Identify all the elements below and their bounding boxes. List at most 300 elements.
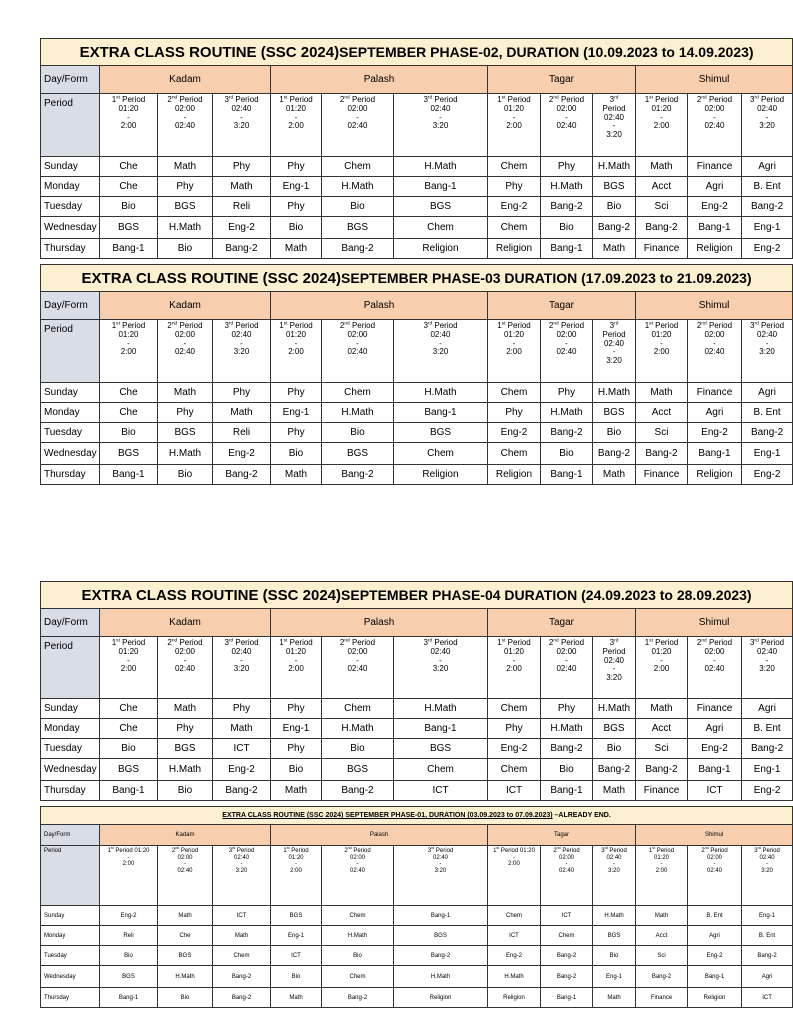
subject-cell: Finance (636, 239, 688, 259)
subject-cell: BGS (593, 177, 636, 197)
period-time: 02:40 - 3:20 (430, 103, 451, 131)
table-row (41, 946, 793, 966)
subject-cell: Religion (688, 465, 742, 485)
period-ordinal: 2 (339, 95, 345, 104)
subject-cell: ICT (541, 906, 593, 926)
subject-cell: Phy (271, 157, 322, 177)
period-word: Period (177, 95, 203, 104)
subject-cell: H.Math (541, 177, 593, 197)
subject-cell: Phy (213, 383, 271, 403)
group-header-kadam: Kadam (100, 66, 271, 94)
subject-cell: Bang-2 (322, 988, 394, 1008)
day-label: Tuesday (41, 739, 100, 759)
subject-cell: Chem (541, 926, 593, 946)
subject-cell: Che (100, 719, 158, 739)
period-time: 02:40 - 3:20 (759, 854, 775, 874)
period-ordinal: 1 (644, 638, 650, 647)
period-header (322, 320, 394, 383)
subject-cell: H.Math (593, 157, 636, 177)
subject-cell: H.Math (322, 926, 394, 946)
subject-cell: Che (100, 403, 158, 423)
table-row (41, 988, 793, 1008)
title-main: EXTRA CLASS ROUTINE (SSC 2024) (79, 43, 340, 61)
period-header (213, 846, 271, 906)
period-word: Period (505, 95, 531, 104)
period-ordinal-suffix: st (649, 95, 653, 101)
subject-cell: Chem (394, 443, 488, 465)
group-header-tagar: Tagar (488, 66, 636, 94)
period-time: 02:00 - 02:40 (174, 646, 196, 674)
period-time: 01:20 - 2:00 (653, 854, 669, 874)
subject-cell: BGS (593, 926, 636, 946)
subject-cell: Agri (742, 699, 793, 719)
subject-cell: Agri (688, 926, 742, 946)
subject-cell: Bang-1 (541, 781, 593, 801)
period-header (636, 846, 688, 906)
period-word: Period (607, 848, 627, 854)
period-word: Period (505, 638, 531, 647)
period-time: 02:00 - 02:40 (349, 854, 365, 874)
subject-cell: BGS (394, 926, 488, 946)
title-main: EXTRA CLASS ROUTINE (SSC 2024) (81, 269, 342, 287)
period-ordinal-suffix: rd (228, 321, 234, 327)
subject-cell: Eng-2 (488, 946, 541, 966)
table-row (41, 906, 793, 926)
period-ordinal-suffix: rd (427, 95, 433, 101)
period-ordinal-suffix: nd (344, 638, 350, 644)
day-label: Tuesday (41, 197, 100, 217)
period-ordinal-suffix: nd (553, 321, 559, 327)
group-header-kadam: Kadam (100, 825, 271, 846)
subject-cell: Eng-2 (688, 946, 742, 966)
subject-cell: BGS (158, 197, 213, 217)
period-ordinal: 1 (497, 638, 502, 647)
period-ordinal-suffix: st (501, 638, 506, 644)
subject-cell: Eng-2 (688, 197, 742, 217)
period-ordinal-suffix: nd (175, 846, 180, 850)
period-ordinal-suffix: nd (171, 95, 178, 101)
subject-cell: Agri (688, 177, 742, 197)
subject-cell: B. Ent (742, 177, 793, 197)
period-time: 01:20 - 2:00 (285, 646, 307, 674)
subject-cell: Phy (271, 699, 322, 719)
title-main: EXTRA CLASS ROUTINE (SSC 2024) (222, 812, 344, 819)
period-header (541, 846, 593, 906)
period-ordinal-suffix: st (110, 846, 114, 850)
subject-cell: Che (100, 699, 158, 719)
table-row (41, 423, 793, 443)
dayform-header: Day/Form (41, 66, 100, 94)
subject-cell: Bang-2 (593, 217, 636, 239)
period-word: Period (349, 638, 376, 647)
period-ordinal: 3 (423, 638, 428, 647)
subject-cell: BGS (158, 946, 213, 966)
period-ordinal-suffix: nd (171, 638, 178, 644)
period-time: 02:40 - 3:20 (757, 646, 778, 674)
period-header (158, 94, 213, 157)
period-time: 01:20 - 2:00 (118, 646, 139, 674)
period-header (394, 94, 488, 157)
period-label: Period (41, 637, 100, 699)
subject-cell: Bang-2 (213, 465, 271, 485)
subject-cell: Bang-2 (636, 217, 688, 239)
subject-cell: B. Ent (742, 403, 793, 423)
period-time: 02:00 - 02:40 (706, 854, 722, 874)
period-ordinal-suffix: nd (701, 95, 707, 101)
subject-cell: Acct (636, 403, 688, 423)
subject-cell: H.Math (541, 403, 593, 423)
period-word: Period (558, 321, 585, 330)
period-ordinal-suffix: nd (556, 846, 561, 850)
subject-cell: H.Math (593, 699, 636, 719)
period-word: Period (758, 321, 785, 330)
subject-cell: Eng-2 (213, 759, 271, 781)
table-row (41, 383, 793, 403)
subject-cell: Bang-1 (541, 988, 593, 1008)
period-word: Period (760, 848, 780, 854)
period-ordinal: 1 (279, 95, 284, 104)
period-time: 02:40 - 3:20 (430, 329, 451, 357)
period-ordinal: 2 (344, 848, 348, 854)
table-row (41, 926, 793, 946)
title-phase: SEPTEMBER PHASE-02, DURATION (10.09.2023 to 14.09.2023) (339, 43, 754, 60)
day-label: Thursday (41, 781, 100, 801)
period-word: Period (602, 646, 626, 656)
period-word: Period (505, 321, 531, 330)
period-ordinal: 2 (696, 95, 702, 104)
subject-cell: Math (158, 157, 213, 177)
subject-cell: H.Math (158, 217, 213, 239)
period-header (158, 846, 213, 906)
period-header (271, 320, 322, 383)
table-row (41, 719, 793, 739)
period-ordinal-suffix: st (649, 638, 653, 644)
period-ordinal-suffix: nd (344, 321, 350, 327)
period-ordinal-suffix: st (283, 321, 288, 327)
period-header (488, 94, 541, 157)
subject-cell: Chem (488, 443, 541, 465)
routine-table (40, 806, 793, 1008)
subject-cell: H.Math (158, 966, 213, 988)
subject-cell: Eng-1 (742, 906, 793, 926)
period-ordinal: 3 (601, 848, 605, 854)
subject-cell: Religion (394, 465, 488, 485)
subject-cell: Bang-2 (394, 946, 488, 966)
table-row (41, 966, 793, 988)
subject-cell: Eng-2 (688, 423, 742, 443)
subject-cell: BGS (100, 217, 158, 239)
subject-cell: Bio (593, 423, 636, 443)
period-ordinal-suffix: rd (754, 321, 759, 327)
subject-cell: Bang-2 (213, 239, 271, 259)
period-ordinal: 1 (107, 848, 111, 854)
period-header (213, 637, 271, 699)
period-time: 01:20 - 2:00 (118, 103, 139, 131)
period-word: Period (233, 95, 259, 104)
subject-cell: H.Math (394, 157, 488, 177)
subject-cell: H.Math (158, 759, 213, 781)
period-header (322, 637, 394, 699)
subject-cell: Eng-1 (742, 217, 793, 239)
day-label: Wednesday (41, 759, 100, 781)
group-header-palash: Palash (271, 609, 488, 637)
group-header-shimul: Shimul (636, 825, 793, 846)
period-word: Period (652, 95, 679, 104)
subject-cell: BGS (322, 759, 394, 781)
table-row (41, 443, 793, 465)
group-header-shimul: Shimul (636, 292, 793, 320)
subject-cell: Phy (213, 699, 271, 719)
routine-table-phase-01 (40, 806, 780, 1008)
period-ordinal: 3 (423, 95, 428, 104)
subject-cell: Che (100, 177, 158, 197)
subject-cell: Phy (271, 197, 322, 217)
subject-cell: Bio (593, 197, 636, 217)
subject-cell: Bang-2 (742, 739, 793, 759)
period-header (100, 637, 158, 699)
subject-cell: H.Math (394, 383, 488, 403)
subject-cell: BGS (158, 739, 213, 759)
period-header (688, 846, 742, 906)
period-time: 02:00 - 02:40 (347, 103, 368, 131)
subject-cell: Eng-1 (271, 926, 322, 946)
subject-cell: Acct (636, 719, 688, 739)
period-header (100, 846, 158, 906)
period-time: 01:20 - 2:00 (503, 103, 525, 131)
subject-cell: Bang-1 (100, 465, 158, 485)
period-header (688, 320, 742, 383)
group-header-kadam: Kadam (100, 609, 271, 637)
table-title (41, 582, 793, 609)
subject-cell: Eng-1 (593, 966, 636, 988)
period-header (158, 637, 213, 699)
period-ordinal: 3 (224, 638, 229, 647)
period-ordinal: 3 (750, 638, 755, 647)
group-header-palash: Palash (271, 292, 488, 320)
period-ordinal: 1 (497, 321, 502, 330)
day-label: Wednesday (41, 966, 100, 988)
subject-cell: Math (593, 239, 636, 259)
subject-cell: Bang-2 (636, 759, 688, 781)
subject-cell: Bio (100, 946, 158, 966)
subject-cell: Math (213, 177, 271, 197)
subject-cell: H.Math (394, 699, 488, 719)
subject-cell: Bang-1 (100, 988, 158, 1008)
period-time: 02:40 - 3:20 (606, 854, 622, 874)
subject-cell: Bang-1 (394, 906, 488, 926)
subject-cell: Bang-1 (688, 759, 742, 781)
subject-cell: Religion (394, 239, 488, 259)
period-word: Period (349, 95, 376, 104)
period-header (394, 637, 488, 699)
period-word: Period (235, 848, 255, 854)
period-ordinal: 2 (701, 848, 705, 854)
period-ordinal-suffix: nd (701, 321, 707, 327)
period-ordinal-suffix: rd (604, 846, 608, 850)
subject-cell: Phy (271, 383, 322, 403)
period-ordinal-suffix: nd (701, 638, 707, 644)
period-header (636, 320, 688, 383)
period-ordinal: 2 (548, 95, 554, 104)
subject-cell: Chem (322, 383, 394, 403)
subject-cell: Bang-2 (213, 781, 271, 801)
period-ordinal-suffix: st (283, 95, 288, 101)
period-header (688, 637, 742, 699)
subject-cell: Math (158, 383, 213, 403)
period-time: 02:00 - 02:40 (556, 646, 577, 674)
period-ordinal: 3 (224, 321, 229, 330)
period-time: 01:20 - 2:00 (285, 329, 307, 357)
subject-cell: Agri (742, 383, 793, 403)
subject-cell: Bang-2 (742, 946, 793, 966)
table-row (41, 177, 793, 197)
subject-cell: Bio (593, 739, 636, 759)
period-header (593, 320, 636, 383)
subject-cell: Bang-1 (394, 403, 488, 423)
period-word: Period (233, 321, 259, 330)
subject-cell: Chem (488, 157, 541, 177)
subject-cell: Reli (100, 926, 158, 946)
period-word: Period (602, 329, 626, 339)
period-ordinal: 1 (111, 638, 117, 647)
period-time: 01:20 - 2:00 (285, 103, 307, 131)
subject-cell: Religion (688, 239, 742, 259)
period-word: Period (655, 848, 675, 854)
subject-cell: BGS (322, 217, 394, 239)
subject-cell: Math (636, 157, 688, 177)
period-ordinal: 1 (644, 321, 650, 330)
subject-cell: Bio (158, 239, 213, 259)
period-ordinal: 3 (750, 95, 755, 104)
period-ordinal-suffix: rd (757, 846, 761, 850)
period-word: Period (177, 638, 203, 647)
period-header (271, 637, 322, 699)
routine-table (40, 264, 793, 485)
subject-cell: Phy (541, 699, 593, 719)
subject-cell: H.Math (541, 719, 593, 739)
table-row (41, 157, 793, 177)
period-word: Period (706, 95, 733, 104)
subject-cell: BGS (271, 906, 322, 926)
routine-table (40, 38, 793, 259)
subject-cell: Bio (322, 197, 394, 217)
subject-cell: Bang-2 (322, 239, 394, 259)
period-word: Period (758, 638, 785, 647)
period-ordinal-suffix: rd (614, 95, 619, 101)
subject-cell: BGS (100, 443, 158, 465)
subject-cell: Chem (322, 699, 394, 719)
subject-cell: ICT (742, 988, 793, 1008)
period-ordinal-suffix: nd (347, 846, 352, 850)
period-time: 02:00 - 02:40 (556, 329, 577, 357)
title-status: –ALREADY END. (552, 812, 611, 819)
subject-cell: Math (213, 719, 271, 739)
subject-cell: Math (213, 926, 271, 946)
period-ordinal: 1 (283, 848, 287, 854)
table-title (41, 265, 793, 292)
table-row (41, 759, 793, 781)
subject-cell: Eng-2 (742, 239, 793, 259)
subject-cell: Eng-2 (742, 781, 793, 801)
subject-cell: Bio (541, 759, 593, 781)
subject-cell: Math (158, 699, 213, 719)
subject-cell: Phy (271, 739, 322, 759)
period-ordinal: 3 (609, 638, 615, 647)
period-ordinal: 1 (111, 321, 117, 330)
day-label: Tuesday (41, 946, 100, 966)
period-time: 02:00 - 02:40 (174, 103, 196, 131)
period-ordinal: 1 (497, 95, 502, 104)
period-ordinal-suffix: rd (228, 95, 234, 101)
table-row (41, 739, 793, 759)
subject-cell: Che (100, 383, 158, 403)
period-ordinal-suffix: nd (704, 846, 709, 850)
group-header-palash: Palash (271, 66, 488, 94)
period-word: Period (602, 103, 626, 113)
period-header (100, 320, 158, 383)
subject-cell: Math (593, 988, 636, 1008)
group-header-palash: Palash (271, 825, 488, 846)
group-header-tagar: Tagar (488, 609, 636, 637)
period-time: 01:20 - 2:00 (288, 854, 304, 874)
subject-cell: Bang-1 (100, 239, 158, 259)
period-ordinal: 1 (644, 95, 650, 104)
subject-cell: Eng-2 (488, 197, 541, 217)
period-ordinal: 2 (553, 848, 557, 854)
subject-cell: H.Math (322, 719, 394, 739)
subject-cell: H.Math (322, 177, 394, 197)
subject-cell: Bang-2 (541, 946, 593, 966)
subject-cell: Chem (322, 157, 394, 177)
period-ordinal-suffix: nd (553, 95, 559, 101)
period-ordinal: 2 (548, 638, 554, 647)
period-time: 02:40 - 3:20 (603, 112, 625, 140)
period-word: Period (287, 321, 313, 330)
period-word: Period (432, 321, 458, 330)
period-ordinal: 2 (171, 848, 176, 854)
day-label: Thursday (41, 465, 100, 485)
period-ordinal: 3 (228, 848, 233, 854)
period-header (742, 94, 793, 157)
subject-cell: Chem (488, 759, 541, 781)
subject-cell: Bio (593, 946, 636, 966)
subject-cell: Finance (636, 781, 688, 801)
subject-cell: BGS (394, 423, 488, 443)
subject-cell: Sci (636, 423, 688, 443)
subject-cell: Bio (541, 217, 593, 239)
period-ordinal-suffix: rd (614, 321, 619, 327)
period-label: Period (41, 94, 100, 157)
period-time: 02:40 - 3:20 (757, 329, 778, 357)
subject-cell: Bang-2 (322, 465, 394, 485)
subject-cell: Bio (541, 443, 593, 465)
period-time: 02:00 - 02:40 (177, 854, 193, 874)
dayform-header: Day/Form (41, 825, 100, 846)
subject-cell: Bio (271, 759, 322, 781)
period-header (541, 320, 593, 383)
period-ordinal: 2 (696, 638, 702, 647)
subject-cell: Che (158, 926, 213, 946)
period-header (541, 637, 593, 699)
period-header (100, 94, 158, 157)
period-word: Period (287, 95, 313, 104)
period-header (394, 320, 488, 383)
subject-cell: Bang-1 (394, 719, 488, 739)
day-label: Wednesday (41, 217, 100, 239)
subject-cell: B. Ent (742, 719, 793, 739)
subject-cell: BGS (100, 966, 158, 988)
period-word: Period (287, 638, 313, 647)
